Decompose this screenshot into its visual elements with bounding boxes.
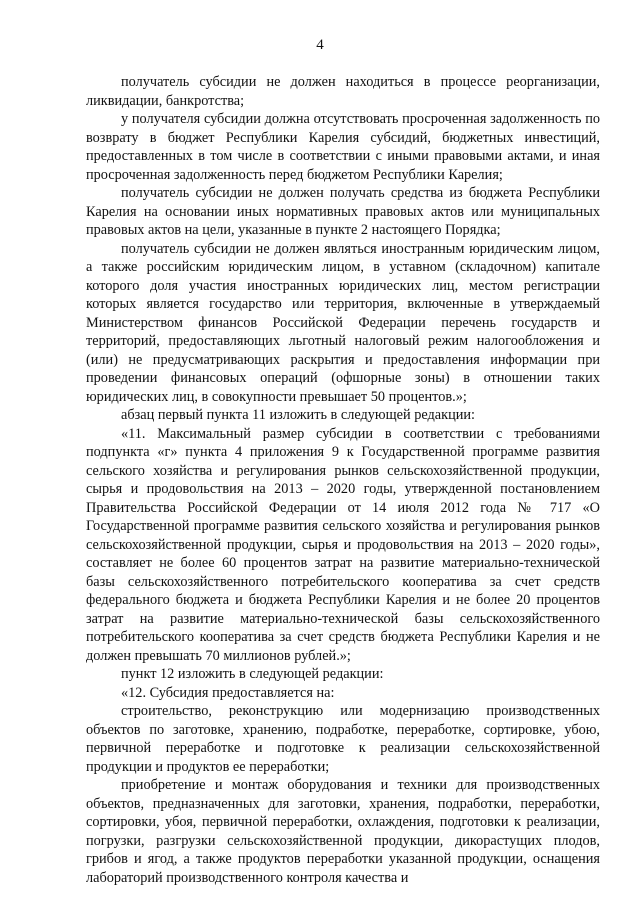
paragraph: получатель субсидии не должен находиться в процессе реорганизации, ликвидации, банкротства; (86, 74, 600, 109)
paragraph: пункт 12 изложить в следующей редакции: (121, 666, 384, 682)
paragraph: получатель субсидии не должен получать средства из бюджета Республики Карелия на основании иных нормативных правовых актов или муниципальных правовых актов на цели, указанные в пункте 2 настоящего Порядка; (86, 185, 600, 238)
paragraph: абзац первый пункта 11 изложить в следующей редакции: (121, 407, 475, 423)
document-body (86, 73, 600, 887)
paragraph: строительство, реконструкцию или модернизацию производственных объектов по заготовке, хранению, подработке, переработке, сортировке, убою, первичной переработке и подготовке к реализации сельскохозяйственной продукции и продуктов ее переработки; (86, 703, 600, 775)
page-number: 4 (316, 37, 324, 53)
paragraph: «11. Максимальный размер субсидии в соответствии с требованиями подпункта «г» пункта 4 приложения 9 к Государственной программе развития сельского хозяйства и регулирования рынков сельскохозяйственной продукции, сырья и продовольствия на 2013 – 2020 годы, утвержденной постановлением Правительства Российской Федерации от 14 июля 2012 года № 717 «О Государственной программе развития сельского хозяйства и регулирования рынков сельскохозяйственной продукции, сырья и продовольствия на 2013 – 2020 годы», составляет не более 60 процентов затрат на развитие материально-технической базы сельскохозяйственного потребительского кооператива за счет средств федерального бюджета и бюджета Республики Карелия и не более 20 процентов затрат на развитие материально-технической базы сельскохозяйственного потребительского кооператива за счет средств бюджета Республики Карелия и не должен превышать 70 миллионов рублей.»; (86, 425, 600, 664)
paragraph: «12. Субсидия предоставляется на: (121, 684, 335, 701)
paragraph: получатель субсидии не должен являться иностранным юридическим лицом, а также российским юридическим лицом, в уставном (складочном) капитале которого доля участия иностранных юридических лиц, местом регистрации которых является государство или территория, включенные в утверждаемый Министерством финансов Российской Федерации перечень государств и территорий, предоставляющих льготный налоговый режим налогообложения и (или) не предусматривающих раскрытия и предоставления информации при проведении финансовых операций (офшорные зоны) в отношении таких юридических лиц, в совокупности превышает 50 процентов.»; (86, 240, 600, 405)
paragraph: у получателя субсидии должна отсутствовать просроченная задолженность по возврату в бюджет Республики Карелия субсидий, бюджетных инвестиций, предоставленных в том числе в соответствии с иными правовыми актами, и иная просроченная задолженность перед бюджетом Республики Карелия; (86, 111, 600, 183)
paragraph: приобретение и монтаж оборудования и техники для производственных объектов, предназначенных для заготовки, хранения, подработки, переработки, сортировки, убоя, первичной переработки, охлаждения, подготовки к реализации, погрузки, разгрузки сельскохозяйственной продукции, дикорастущих плодов, грибов и ягод, а также продуктов переработки указанной продукции, оснащения лабораторий производственного контроля качества и (86, 777, 600, 886)
